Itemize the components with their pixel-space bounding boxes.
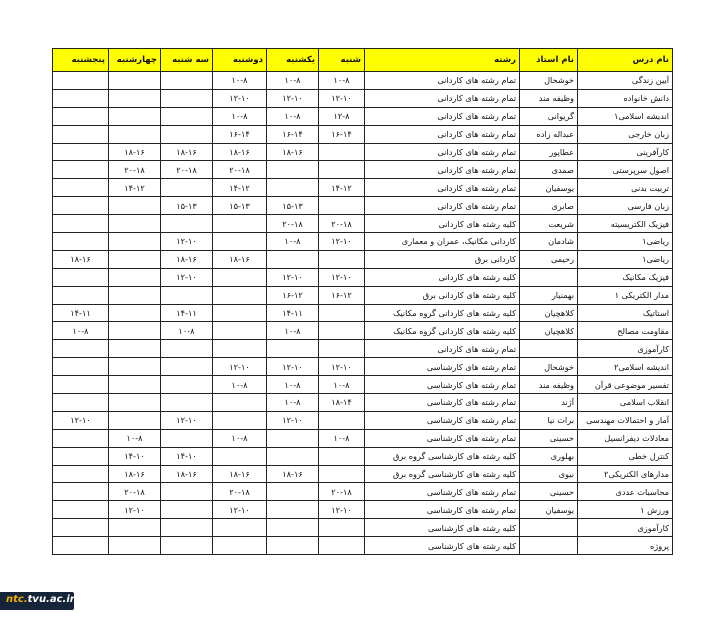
- monday-cell: ۱۰-۸: [213, 107, 267, 125]
- teacher-cell: وظیفه مند: [520, 89, 578, 107]
- course-cell: زبان خارجی: [578, 125, 673, 143]
- major-cell: تمام رشته های کارشناسی: [365, 358, 520, 376]
- teacher-cell: بهلوری: [520, 447, 578, 465]
- major-cell: تمام رشته های کاردانی: [365, 340, 520, 358]
- sunday-cell: [267, 519, 319, 537]
- sunday-cell: ۱۶-۱۲: [267, 286, 319, 304]
- table-row: [53, 519, 673, 537]
- teacher-cell: کلاهچیان: [520, 304, 578, 322]
- saturday-cell: ۱۲-۱۰: [319, 89, 365, 107]
- tuesday-cell: [161, 358, 213, 376]
- sunday-cell: [267, 161, 319, 179]
- table-row: [53, 125, 673, 143]
- teacher-cell: کلاهچیان: [520, 322, 578, 340]
- table-row: [53, 447, 673, 465]
- course-cell: تربیت بدنی: [578, 179, 673, 197]
- major-cell: کلیه رشته های کاردانی گروه مکانیک: [365, 304, 520, 322]
- monday-cell: ۱۵-۱۳: [213, 197, 267, 215]
- saturday-cell: ۱۸-۱۴: [319, 394, 365, 412]
- wednesday-cell: [109, 72, 161, 90]
- thursday-cell: ۱۸-۱۶: [53, 250, 109, 268]
- wednesday-cell: [109, 286, 161, 304]
- tuesday-cell: [161, 215, 213, 233]
- wednesday-cell: [109, 197, 161, 215]
- schedule-body: [53, 72, 673, 555]
- monday-cell: [213, 233, 267, 251]
- thursday-cell: [53, 501, 109, 519]
- wednesday-cell: [109, 537, 161, 555]
- monday-cell: ۱۲-۱۰: [213, 501, 267, 519]
- tuesday-cell: [161, 72, 213, 90]
- saturday-cell: ۲۰-۱۸: [319, 215, 365, 233]
- sunday-cell: ۱۶-۱۴: [267, 125, 319, 143]
- major-cell: تمام رشته های کارشناسی: [365, 483, 520, 501]
- tuesday-cell: [161, 376, 213, 394]
- course-cell: کارآموزی: [578, 519, 673, 537]
- tuesday-cell: [161, 519, 213, 537]
- sunday-cell: [267, 501, 319, 519]
- saturday-cell: ۱۰-۸: [319, 429, 365, 447]
- thursday-cell: [53, 215, 109, 233]
- sunday-cell: ۱۲-۱۰: [267, 268, 319, 286]
- saturday-cell: [319, 304, 365, 322]
- wednesday-cell: ۱۴-۱۰: [109, 447, 161, 465]
- thursday-cell: [53, 179, 109, 197]
- monday-cell: ۲۰-۱۸: [213, 483, 267, 501]
- schedule-sheet: [52, 48, 672, 555]
- major-cell: کلیه رشته های کاردانی: [365, 268, 520, 286]
- teacher-cell: [520, 537, 578, 555]
- teacher-cell: وظیفه مند: [520, 376, 578, 394]
- thursday-cell: [53, 161, 109, 179]
- thursday-cell: [53, 89, 109, 107]
- saturday-cell: [319, 322, 365, 340]
- tuesday-cell: ۱۸-۱۶: [161, 250, 213, 268]
- saturday-cell: [319, 537, 365, 555]
- course-cell: اندیشه اسلامی۲: [578, 358, 673, 376]
- table-row: [53, 501, 673, 519]
- sunday-cell: ۱۰-۸: [267, 107, 319, 125]
- monday-cell: ۱۰-۸: [213, 72, 267, 90]
- major-cell: کلیه رشته های کارشناسی گروه برق: [365, 447, 520, 465]
- major-cell: تمام رشته های کارشناسی: [365, 501, 520, 519]
- course-cell: کارآفرینی: [578, 143, 673, 161]
- wednesday-cell: [109, 394, 161, 412]
- tuesday-cell: [161, 125, 213, 143]
- saturday-cell: [319, 250, 365, 268]
- wednesday-cell: [109, 268, 161, 286]
- thursday-cell: [53, 72, 109, 90]
- wednesday-cell: [109, 107, 161, 125]
- saturday-cell: ۲۰-۱۸: [319, 483, 365, 501]
- sunday-cell: [267, 340, 319, 358]
- watermark-prefix: ntc.: [6, 594, 28, 605]
- teacher-cell: حسینی: [520, 483, 578, 501]
- saturday-cell: [319, 411, 365, 429]
- monday-cell: ۲۰-۱۸: [213, 161, 267, 179]
- monday-cell: ۱۰-۸: [213, 376, 267, 394]
- course-cell: تفسیر موضوعی قرآن: [578, 376, 673, 394]
- table-row: [53, 411, 673, 429]
- thursday-cell: [53, 394, 109, 412]
- schedule-table: [52, 48, 673, 555]
- teacher-cell: حسینی: [520, 429, 578, 447]
- saturday-cell: [319, 197, 365, 215]
- column-header-saturday: شنبه: [319, 49, 365, 72]
- major-cell: تمام رشته های کارشناسی: [365, 411, 520, 429]
- table-row: [53, 143, 673, 161]
- monday-cell: [213, 215, 267, 233]
- thursday-cell: ۱۴-۱۱: [53, 304, 109, 322]
- course-cell: ورزش ۱: [578, 501, 673, 519]
- teacher-cell: [520, 519, 578, 537]
- thursday-cell: [53, 376, 109, 394]
- sunday-cell: ۱۴-۱۱: [267, 304, 319, 322]
- sunday-cell: [267, 179, 319, 197]
- monday-cell: ۱۸-۱۶: [213, 143, 267, 161]
- table-row: [53, 537, 673, 555]
- course-cell: پروژه: [578, 537, 673, 555]
- tuesday-cell: [161, 107, 213, 125]
- saturday-cell: ۱۲-۸: [319, 107, 365, 125]
- thursday-cell: [53, 125, 109, 143]
- table-row: [53, 233, 673, 251]
- table-row: [53, 215, 673, 233]
- monday-cell: [213, 411, 267, 429]
- table-row: [53, 197, 673, 215]
- monday-cell: [213, 286, 267, 304]
- monday-cell: ۱۴-۱۲: [213, 179, 267, 197]
- tuesday-cell: ۲۰-۱۸: [161, 161, 213, 179]
- teacher-cell: خوشحال: [520, 358, 578, 376]
- major-cell: کاردانی برق: [365, 250, 520, 268]
- sunday-cell: ۱۰-۸: [267, 233, 319, 251]
- wednesday-cell: ۱۸-۱۶: [109, 143, 161, 161]
- sunday-cell: ۱۲-۱۰: [267, 358, 319, 376]
- monday-cell: ۱۸-۱۶: [213, 250, 267, 268]
- saturday-cell: [319, 340, 365, 358]
- major-cell: کاردانی مکانیک، عمران و معماری: [365, 233, 520, 251]
- tuesday-cell: [161, 537, 213, 555]
- saturday-cell: ۱۰-۸: [319, 72, 365, 90]
- header-row: [53, 49, 673, 72]
- monday-cell: [213, 340, 267, 358]
- wednesday-cell: [109, 322, 161, 340]
- saturday-cell: ۱۲-۱۰: [319, 501, 365, 519]
- wednesday-cell: [109, 411, 161, 429]
- wednesday-cell: [109, 304, 161, 322]
- major-cell: تمام رشته های کارشناسی: [365, 376, 520, 394]
- thursday-cell: [53, 537, 109, 555]
- thursday-cell: [53, 483, 109, 501]
- monday-cell: ۱۰-۸: [213, 429, 267, 447]
- course-cell: انقلاب اسلامی: [578, 394, 673, 412]
- major-cell: کلیه رشته های کاردانی گروه مکانیک: [365, 322, 520, 340]
- monday-cell: ۱۲-۱۰: [213, 89, 267, 107]
- teacher-cell: یوسفیان: [520, 501, 578, 519]
- table-row: [53, 322, 673, 340]
- sunday-cell: ۱۸-۱۶: [267, 143, 319, 161]
- tuesday-cell: ۱۴-۱۱: [161, 304, 213, 322]
- table-row: [53, 286, 673, 304]
- table-row: [53, 107, 673, 125]
- sunday-cell: ۱۵-۱۳: [267, 197, 319, 215]
- wednesday-cell: ۱۰-۸: [109, 429, 161, 447]
- column-header-wednesday: چهارشنبه: [109, 49, 161, 72]
- course-cell: زبان فارسی: [578, 197, 673, 215]
- column-header-sunday: یکشنبه: [267, 49, 319, 72]
- sunday-cell: [267, 250, 319, 268]
- major-cell: کلیه رشته های کاردانی: [365, 215, 520, 233]
- course-cell: فیزیک الکتریسیته: [578, 215, 673, 233]
- wednesday-cell: ۱۴-۱۲: [109, 179, 161, 197]
- table-row: [53, 250, 673, 268]
- saturday-cell: ۱۲-۱۰: [319, 268, 365, 286]
- course-cell: کارآموزی: [578, 340, 673, 358]
- table-row: [53, 465, 673, 483]
- thursday-cell: [53, 358, 109, 376]
- sunday-cell: [267, 429, 319, 447]
- saturday-cell: ۱۴-۱۲: [319, 179, 365, 197]
- major-cell: تمام رشته های کاردانی: [365, 107, 520, 125]
- thursday-cell: [53, 340, 109, 358]
- tuesday-cell: [161, 89, 213, 107]
- table-row: [53, 340, 673, 358]
- column-header-course: نام درس: [578, 49, 673, 72]
- major-cell: کلیه رشته های کارشناسی: [365, 537, 520, 555]
- teacher-cell: آژند: [520, 394, 578, 412]
- teacher-cell: یوسفیان: [520, 179, 578, 197]
- monday-cell: ۱۲-۱۰: [213, 358, 267, 376]
- course-cell: کنترل خطی: [578, 447, 673, 465]
- column-header-monday: دوشنبه: [213, 49, 267, 72]
- sunday-cell: ۲۰-۱۸: [267, 215, 319, 233]
- saturday-cell: [319, 519, 365, 537]
- table-row: [53, 89, 673, 107]
- teacher-cell: گریوانی: [520, 107, 578, 125]
- saturday-cell: [319, 465, 365, 483]
- column-header-major: رشته: [365, 49, 520, 72]
- course-cell: فیزیک مکانیک: [578, 268, 673, 286]
- table-row: [53, 161, 673, 179]
- tuesday-cell: [161, 394, 213, 412]
- major-cell: کلیه رشته های کارشناسی گروه برق: [365, 465, 520, 483]
- course-cell: مدارهای الکتریکی۲: [578, 465, 673, 483]
- wednesday-cell: [109, 519, 161, 537]
- thursday-cell: [53, 107, 109, 125]
- tuesday-cell: ۱۲-۱۰: [161, 411, 213, 429]
- watermark-suffix: tvu.ac.ir: [27, 594, 75, 605]
- monday-cell: [213, 322, 267, 340]
- major-cell: تمام رشته های کارشناسی: [365, 394, 520, 412]
- thursday-cell: [53, 465, 109, 483]
- teacher-cell: شادمان: [520, 233, 578, 251]
- saturday-cell: ۱۲-۱۰: [319, 233, 365, 251]
- course-cell: ریاضی۱: [578, 250, 673, 268]
- column-header-thursday: پنجشنبه: [53, 49, 109, 72]
- table-row: [53, 483, 673, 501]
- tuesday-cell: [161, 429, 213, 447]
- monday-cell: ۱۸-۱۶: [213, 465, 267, 483]
- course-cell: معادلات دیفرانسیل: [578, 429, 673, 447]
- major-cell: تمام رشته های کاردانی: [365, 125, 520, 143]
- saturday-cell: ۱۲-۱۰: [319, 358, 365, 376]
- thursday-cell: [53, 143, 109, 161]
- tuesday-cell: ۱۴-۱۰: [161, 447, 213, 465]
- course-cell: اندیشه اسلامی۱: [578, 107, 673, 125]
- thursday-cell: ۱۲-۱۰: [53, 411, 109, 429]
- saturday-cell: [319, 143, 365, 161]
- tuesday-cell: [161, 340, 213, 358]
- major-cell: کلیه رشته های کارشناسی: [365, 519, 520, 537]
- tuesday-cell: [161, 286, 213, 304]
- wednesday-cell: [109, 215, 161, 233]
- monday-cell: [213, 519, 267, 537]
- monday-cell: ۱۶-۱۴: [213, 125, 267, 143]
- monday-cell: [213, 537, 267, 555]
- table-row: [53, 394, 673, 412]
- teacher-cell: بهمنیار: [520, 286, 578, 304]
- monday-cell: [213, 447, 267, 465]
- saturday-cell: ۱۶-۱۲: [319, 286, 365, 304]
- thursday-cell: [53, 233, 109, 251]
- site-watermark: [0, 592, 74, 610]
- teacher-cell: نیوی: [520, 465, 578, 483]
- tuesday-cell: [161, 483, 213, 501]
- tuesday-cell: ۱۲-۱۰: [161, 233, 213, 251]
- thursday-cell: [53, 519, 109, 537]
- teacher-cell: [520, 268, 578, 286]
- teacher-cell: عطاپور: [520, 143, 578, 161]
- course-cell: مدار الکتریکی ۱: [578, 286, 673, 304]
- sunday-cell: ۱۰-۸: [267, 322, 319, 340]
- course-cell: آیین زندگی: [578, 72, 673, 90]
- major-cell: تمام رشته های کاردانی: [365, 179, 520, 197]
- table-row: [53, 268, 673, 286]
- sunday-cell: [267, 537, 319, 555]
- wednesday-cell: ۲۰-۱۸: [109, 161, 161, 179]
- teacher-cell: رحیمی: [520, 250, 578, 268]
- course-cell: استاتیک: [578, 304, 673, 322]
- teacher-cell: عبداله زاده: [520, 125, 578, 143]
- monday-cell: [213, 268, 267, 286]
- course-cell: ریاضی۱: [578, 233, 673, 251]
- teacher-cell: صابری: [520, 197, 578, 215]
- thursday-cell: ۱۰-۸: [53, 322, 109, 340]
- course-cell: دانش خانواده: [578, 89, 673, 107]
- major-cell: تمام رشته های کارشناسی: [365, 429, 520, 447]
- teacher-cell: صمدی: [520, 161, 578, 179]
- table-row: [53, 358, 673, 376]
- tuesday-cell: [161, 501, 213, 519]
- table-row: [53, 179, 673, 197]
- table-row: [53, 72, 673, 90]
- monday-cell: [213, 394, 267, 412]
- thursday-cell: [53, 429, 109, 447]
- wednesday-cell: [109, 250, 161, 268]
- sunday-cell: ۱۰-۸: [267, 376, 319, 394]
- course-cell: محاسبات عددی: [578, 483, 673, 501]
- wednesday-cell: [109, 233, 161, 251]
- teacher-cell: برات نیا: [520, 411, 578, 429]
- tuesday-cell: ۱۰-۸: [161, 322, 213, 340]
- course-cell: مقاومت مصالح: [578, 322, 673, 340]
- saturday-cell: [319, 447, 365, 465]
- sunday-cell: ۱۲-۱۰: [267, 411, 319, 429]
- wednesday-cell: ۱۲-۱۰: [109, 501, 161, 519]
- saturday-cell: ۱۰-۸: [319, 376, 365, 394]
- saturday-cell: [319, 161, 365, 179]
- sunday-cell: [267, 483, 319, 501]
- major-cell: تمام رشته های کاردانی: [365, 72, 520, 90]
- tuesday-cell: ۱۸-۱۶: [161, 143, 213, 161]
- wednesday-cell: ۱۸-۱۶: [109, 465, 161, 483]
- table-row: [53, 376, 673, 394]
- tuesday-cell: ۱۲-۱۰: [161, 268, 213, 286]
- tuesday-cell: [161, 179, 213, 197]
- sunday-cell: ۱۰-۸: [267, 72, 319, 90]
- course-cell: آمار و احتمالات مهندسی: [578, 411, 673, 429]
- major-cell: تمام رشته های کاردانی: [365, 161, 520, 179]
- wednesday-cell: [109, 376, 161, 394]
- major-cell: کلیه رشته های کاردانی برق: [365, 286, 520, 304]
- teacher-cell: [520, 340, 578, 358]
- wednesday-cell: ۲۰-۱۸: [109, 483, 161, 501]
- saturday-cell: ۱۶-۱۴: [319, 125, 365, 143]
- sunday-cell: [267, 447, 319, 465]
- wednesday-cell: [109, 340, 161, 358]
- table-row: [53, 429, 673, 447]
- course-cell: اصول سرپرستی: [578, 161, 673, 179]
- thursday-cell: [53, 268, 109, 286]
- sunday-cell: ۱۸-۱۶: [267, 465, 319, 483]
- tuesday-cell: ۱۸-۱۶: [161, 465, 213, 483]
- teacher-cell: شریعت: [520, 215, 578, 233]
- wednesday-cell: [109, 358, 161, 376]
- column-header-teacher: نام استاد: [520, 49, 578, 72]
- thursday-cell: [53, 286, 109, 304]
- thursday-cell: [53, 197, 109, 215]
- major-cell: تمام رشته های کاردانی: [365, 197, 520, 215]
- wednesday-cell: [109, 125, 161, 143]
- wednesday-cell: [109, 89, 161, 107]
- major-cell: تمام رشته های کاردانی: [365, 143, 520, 161]
- teacher-cell: خوشحال: [520, 72, 578, 90]
- table-row: [53, 304, 673, 322]
- major-cell: تمام رشته های کاردانی: [365, 89, 520, 107]
- tuesday-cell: ۱۵-۱۳: [161, 197, 213, 215]
- thursday-cell: [53, 447, 109, 465]
- monday-cell: [213, 304, 267, 322]
- sunday-cell: ۱۲-۱۰: [267, 89, 319, 107]
- sunday-cell: ۱۰-۸: [267, 394, 319, 412]
- column-header-tuesday: سه شنبه: [161, 49, 213, 72]
